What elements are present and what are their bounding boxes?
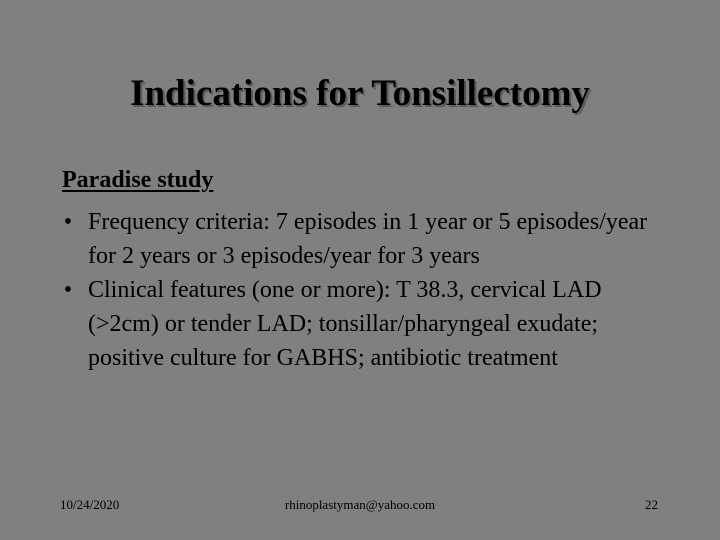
slide-title: Indications for Tonsillectomy [130,73,590,114]
footer-email: rhinoplastyman@yahoo.com [284,497,436,512]
bullet-text: Frequency criteria: 7 episodes in 1 year or 5 episodes/year for 2 years or 3 episodes/year for 3 years [88,209,648,269]
bullet-text: Clinical features (one or more): T 38.3, cervical LAD (>2cm) or tender LAD; tonsillar/pharyngeal exudate; positive culture for GABHS; antibiotic treatment [88,277,602,371]
bullet-icon: • [63,277,73,303]
bullet-icon: • [63,209,73,235]
footer-date: 10/24/2020 [60,497,120,512]
bullet-item-frequency [58,205,668,273]
slide-subtitle: Paradise study [62,167,214,193]
bullet-item-clinical [58,273,668,375]
bullet-list [58,205,668,375]
footer-page-number: 22 [645,497,658,512]
